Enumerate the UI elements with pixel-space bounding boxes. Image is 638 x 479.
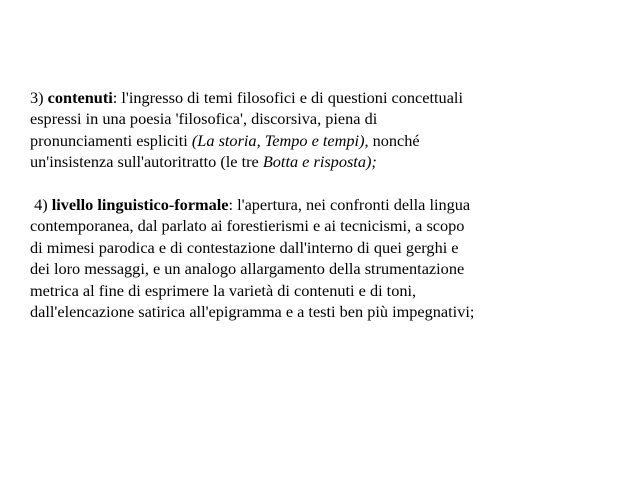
text-run: contemporanea, dal parlato ai forestierismi e ai tecnicismi, a scopo	[30, 216, 465, 236]
italic-title: Botta e risposta);	[262, 152, 377, 172]
paragraph-spacer	[30, 173, 630, 194]
text-run: : l'ingresso di temi filosofici e di questioni concettuali	[112, 88, 463, 107]
text-line	[30, 237, 630, 258]
text-line	[30, 151, 630, 172]
text-line	[30, 108, 630, 129]
text-line	[30, 280, 630, 301]
term-livello-linguistico-formale: livello linguistico-formale	[51, 195, 229, 215]
paragraph-4-livello-linguistico	[30, 194, 630, 322]
text-line	[30, 194, 630, 215]
italic-titles: (La storia, Tempo e tempi),	[191, 130, 369, 150]
text-run: metrica al fine di esprimere la varietà di contenuti e di toni,	[30, 280, 417, 300]
text-run: espressi in una poesia 'filosofica', discorsiva, piena di	[30, 109, 378, 129]
text-run: 4)	[30, 195, 52, 215]
paragraph-3-contenuti	[30, 87, 630, 173]
text-line	[30, 301, 630, 322]
text-run: : l'apertura, nei confronti della lingua	[228, 195, 471, 215]
text-run: nonché	[368, 130, 420, 150]
slide-body	[30, 87, 630, 322]
term-contenuti: contenuti	[47, 88, 113, 107]
text-run: dei loro messaggi, e un analogo allargamento della strumentazione	[30, 259, 465, 279]
text-run: di mimesi parodica e di contestazione dall'interno di quei gerghi e	[30, 237, 459, 257]
text-line	[30, 258, 630, 279]
text-line	[30, 87, 630, 108]
text-line	[30, 130, 630, 151]
text-run: dall'elencazione satirica all'epigramma e a testi ben più impegnativi;	[30, 302, 475, 322]
text-line	[30, 215, 630, 236]
text-run: un'insistenza sull'autoritratto (le tre	[30, 152, 263, 172]
text-run: 3)	[30, 88, 48, 107]
text-run: pronunciamenti espliciti	[30, 130, 192, 150]
